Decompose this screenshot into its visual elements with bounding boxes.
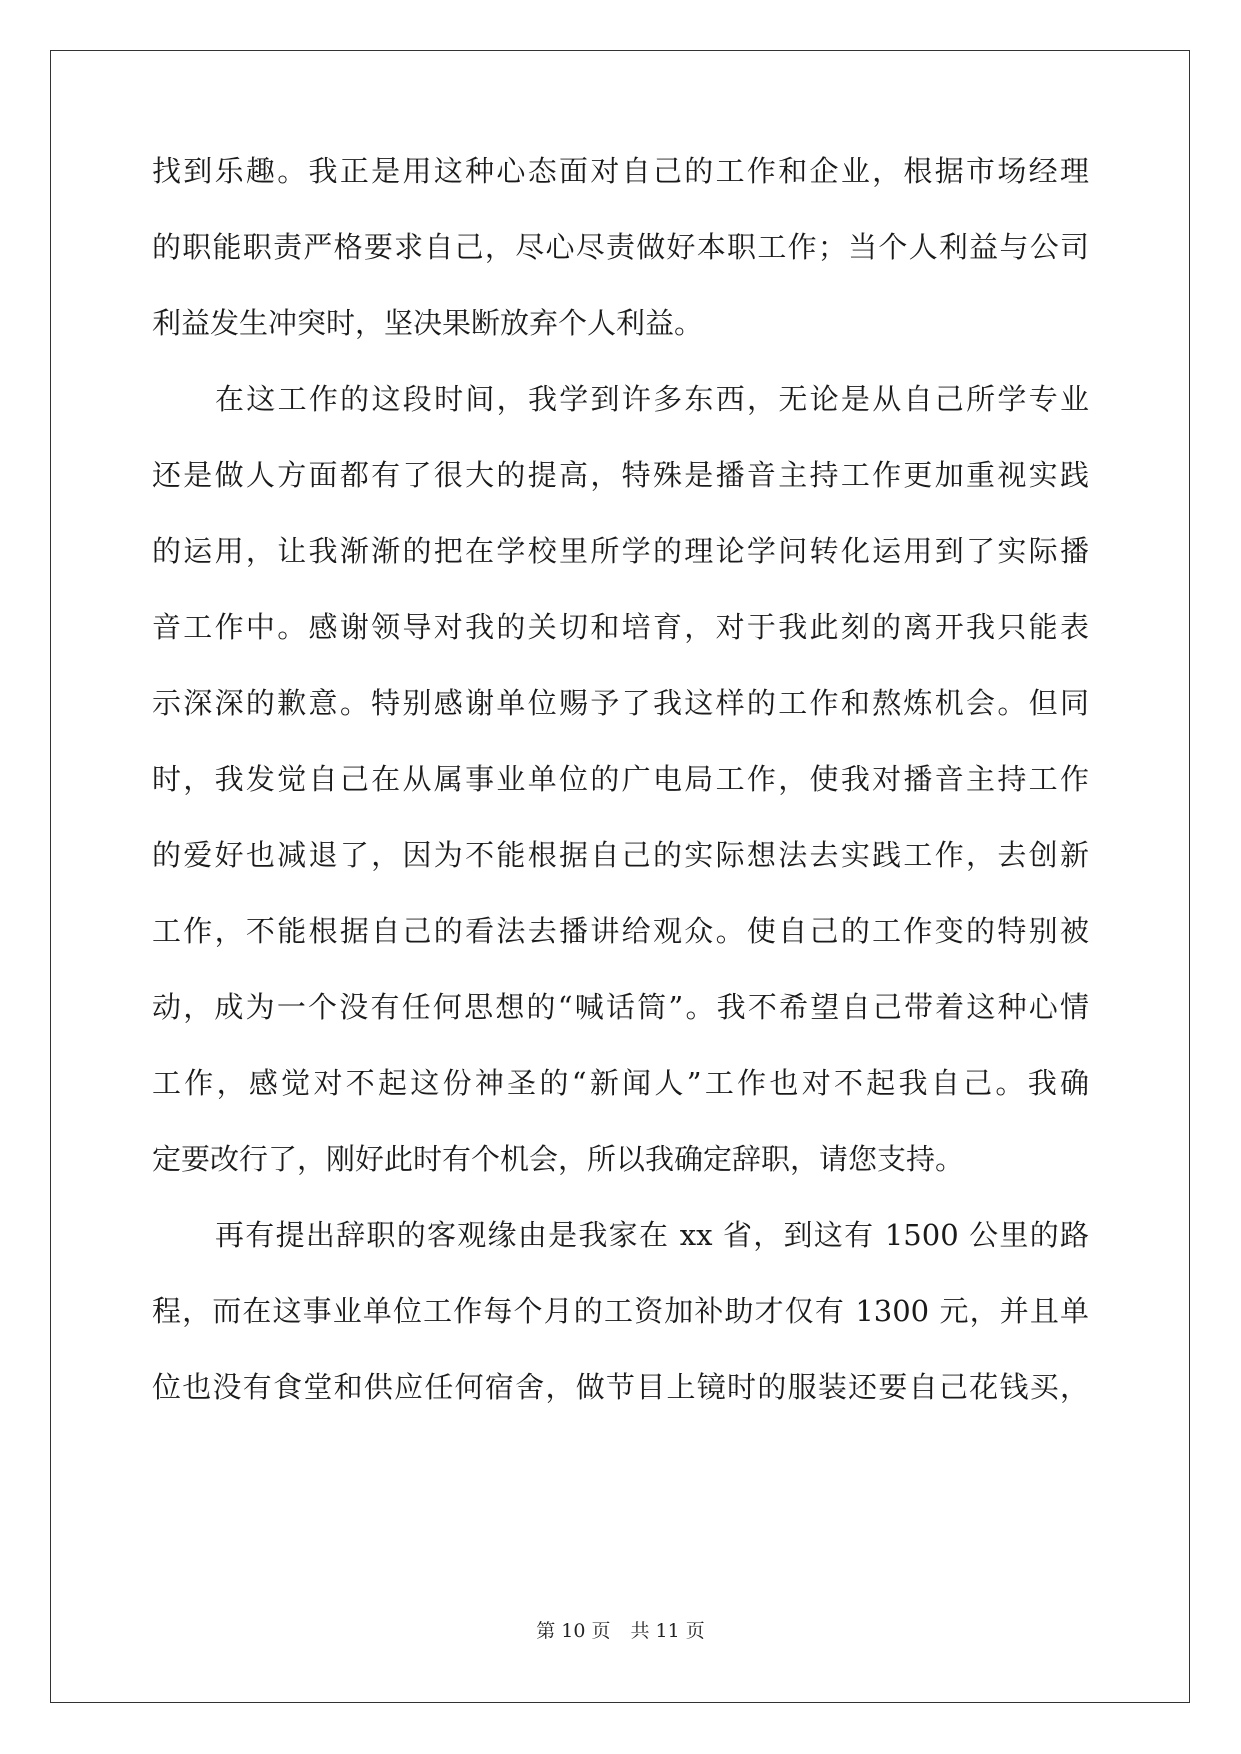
text-line-9: 时，我发觉自己在从属事业单位的广电局工作，使我对播音主持工作 bbox=[152, 762, 1089, 796]
text-line-3: 利益发生冲突时，坚决果断放弃个人利益。 bbox=[152, 306, 704, 340]
text-line-8: 示深深的歉意。特别感谢单位赐予了我这样的工作和熬炼机会。但同 bbox=[152, 686, 1089, 720]
text-line-17: 位也没有食堂和供应任何宿舍，做节目上镜时的服装还要自己花钱买， bbox=[152, 1370, 1089, 1404]
text-line-1: 找到乐趣。我正是用这种心态面对自己的工作和企业，根据市场经理 bbox=[152, 154, 1089, 188]
text-line-15: 再有提出辞职的客观缘由是我家在 xx 省，到这有 1500 公里的路 bbox=[215, 1218, 1089, 1252]
page-footer bbox=[0, 1619, 1241, 1643]
text-line-7: 音工作中。感谢领导对我的关切和培育，对于我此刻的离开我只能表 bbox=[152, 610, 1089, 644]
text-line-2: 的职能职责严格要求自己，尽心尽责做好本职工作；当个人利益与公司 bbox=[152, 230, 1089, 264]
text-line-5: 还是做人方面都有了很大的提高，特殊是播音主持工作更加重视实践 bbox=[152, 458, 1089, 492]
text-line-12: 动，成为一个没有任何思想的“喊话筒”。我不希望自己带着这种心情 bbox=[152, 990, 1089, 1024]
text-line-4: 在这工作的这段时间，我学到许多东西，无论是从自己所学专业 bbox=[215, 382, 1089, 416]
page-number-total: 共 11 页 bbox=[630, 1620, 705, 1642]
page-number-current: 第 10 页 bbox=[536, 1620, 611, 1642]
page-border bbox=[50, 50, 1190, 1703]
text-line-13: 工作，感觉对不起这份神圣的“新闻人”工作也对不起我自己。我确 bbox=[152, 1066, 1089, 1100]
text-line-16: 程，而在这事业单位工作每个月的工资加补助才仅有 1300 元，并且单 bbox=[152, 1294, 1089, 1328]
text-line-11: 工作，不能根据自己的看法去播讲给观众。使自己的工作变的特别被 bbox=[152, 914, 1089, 948]
text-line-10: 的爱好也减退了，因为不能根据自己的实际想法去实践工作，去创新 bbox=[152, 838, 1089, 872]
text-line-14: 定要改行了，刚好此时有个机会，所以我确定辞职，请您支持。 bbox=[152, 1142, 965, 1176]
text-line-6: 的运用，让我渐渐的把在学校里所学的理论学问转化运用到了实际播 bbox=[152, 534, 1089, 568]
